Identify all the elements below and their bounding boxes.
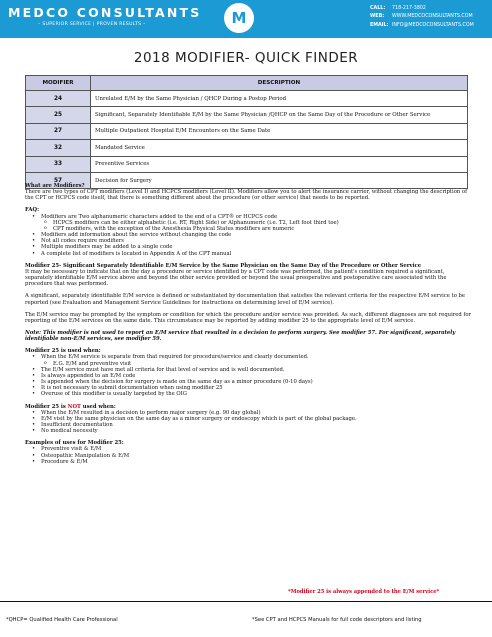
list-item: • When the E/M resulted in a decision to perform major surgery (e.g. 90 day global) xyxy=(25,410,473,416)
used-list xyxy=(25,354,473,397)
list-item: • A complete list of modifiers is located in Appendix A of the CPT manual xyxy=(25,251,473,257)
modifier-description: Decision for Surgery xyxy=(91,172,468,188)
contact-phone: CALL: 718-217-3802 xyxy=(370,6,426,11)
table-row xyxy=(26,156,468,172)
column-header-modifier: MODIFIER xyxy=(26,76,91,91)
list-item: • E/M visit by the same physician on the same day as a minor surgery or endoscopy which is part of the global package. xyxy=(25,416,473,422)
content-body xyxy=(25,183,473,465)
footer-divider xyxy=(0,601,492,602)
modifier-code: 32 xyxy=(26,140,91,156)
logo-letter: M xyxy=(231,9,247,27)
section-heading-what: What are Modifiers? xyxy=(25,183,85,189)
list-item: • Not all codes require modifiers xyxy=(25,238,473,244)
section-heading-mod25: Modifier 25- Significant Separately Identifiable E/M Service by the Same Physician on the Same Day of the Procedure or Other Service xyxy=(25,262,422,269)
modifier-description: Unrelated E/M by the Same Physician / QHCP During a Postop Period xyxy=(91,91,468,107)
modifier-code: 27 xyxy=(26,123,91,139)
list-item: • Osteopathic Manipulation & E/M xyxy=(25,453,473,459)
list-item: • Is appended when the decision for surgery is made on the same day as a minor procedure (0-10 days) xyxy=(25,379,473,385)
modifier-table xyxy=(25,75,468,189)
footer-qhcp-note: *QHCP= Qualified Health Care Professional xyxy=(6,617,118,623)
modifier-code: 33 xyxy=(26,156,91,172)
list-subitem: o CPT modifiers, with the exception of the Anesthesia Physical Status modifiers are numeric xyxy=(25,226,473,232)
brand-tagline: – SUPERIOR SERVICE | PROVEN RESULTS – xyxy=(38,22,146,27)
header-banner xyxy=(0,0,492,38)
list-item: • Preventive visit & E/M xyxy=(25,446,473,452)
mod25-paragraph: It may be necessary to indicate that on the day a procedure or service identified by a CPT code was performed, the patient's condition required a significant, separately identifiable E/M service above and beyond the other service provided or beyond the usual preoperative and postoperative care associated with the procedure that was performed. xyxy=(25,268,447,288)
modifier-description: Multiple Outpatient Hospital E/M Encounters on the Same Date xyxy=(91,123,468,139)
list-item: • When the E/M service is separate from that required for procedure/service and clearly documented. xyxy=(25,354,473,360)
list-subitem: o HCPCS modifiers can be either alphabetic (i.e. RT, Right Side) or Alphanumeric (i.e. T2, Left foot third toe) xyxy=(25,220,473,226)
not-emphasis: NOT xyxy=(67,403,81,410)
modifier-description: Preventive Services xyxy=(91,156,468,172)
section-heading-faq: FAQ: xyxy=(25,207,40,214)
section-heading-examples: Examples of uses for Modifier 25: xyxy=(25,440,124,447)
modifier-code: 25 xyxy=(26,107,91,123)
column-header-description: DESCRIPTION xyxy=(91,76,468,91)
examples-list xyxy=(25,446,473,464)
table-row xyxy=(26,140,468,156)
logo-icon xyxy=(224,3,254,33)
not-used-list xyxy=(25,410,473,435)
list-item: • Is always appended to an E/M code xyxy=(25,373,473,379)
footer-red-note: *Modifier 25 is always appended to the E/M service* xyxy=(288,589,440,595)
list-item: • No medical necessity xyxy=(25,428,473,434)
page-title: 2018 MODIFIER- QUICK FINDER xyxy=(133,50,359,66)
faq-list xyxy=(25,214,473,257)
list-item: • The E/M service must have met all criteria for that level of service and is well documented. xyxy=(25,367,473,373)
mod25-paragraph: The E/M service may be prompted by the symptom or condition for which the procedure and/or service was provided. As such, different diagnoses are not required for reporting of the E/M services on the same date. This circumstance may be reported by adding modifier 25 to the appropriate level of E/M service. xyxy=(25,311,472,324)
table-row xyxy=(26,107,468,123)
footer-manual-note: *See CPT and HCPCS Manuals for full code descriptors and listing xyxy=(252,617,422,623)
list-item: • Procedure & E/M xyxy=(25,459,473,465)
modifier-description: Mandated Service xyxy=(91,140,468,156)
modifier-code: 57 xyxy=(26,172,91,188)
list-item: • Modifiers add information about the service without changing the code xyxy=(25,232,473,238)
contact-web[interactable]: WEB: WWW.MEDCOCONSULTANTS.COM xyxy=(370,14,473,20)
section-heading-not-used: Modifier 25 is NOT used when: xyxy=(25,403,116,410)
contact-email[interactable]: EMAIL: INFO@MEDCOCONSULTANTS.COM xyxy=(370,22,474,28)
list-item: • Insufficient documentation xyxy=(25,422,473,428)
list-item: • Multiple modifiers may be added to a single code xyxy=(25,244,473,250)
contact-info xyxy=(370,5,474,30)
table-row xyxy=(26,123,468,139)
mod25-note: Note: This modifier is not used to report an E/M service that resulted in a decision to perform surgery. See modifier 57. For significant, separately identifiable non-E/M services, see modifier 59. xyxy=(25,329,456,343)
modifier-description: Significant, Separately Identifiable E/M by the Same Physician /QHCP on the Same Day of the Procedure or Other Service xyxy=(91,107,468,123)
table-header-row xyxy=(26,76,468,91)
table-row xyxy=(26,91,468,107)
brand-name: MEDCO CONSULTANTS xyxy=(8,5,202,20)
list-subitem: o E.G. E/M and preventive visit xyxy=(25,361,473,367)
modifier-code: 24 xyxy=(26,91,91,107)
mod25-paragraph: A significant, separately identifiable E/M service is defined or substantiated by documentation that satisfies the relevant criteria for the respective E/M service to be reported (see Evaluation and Management Service Guidelines for instructions on determining level of E/M service). xyxy=(25,293,465,306)
what-body: There are two types of CPT modifiers (Level I) and HCPCS modifiers (Level II). Modifiers allow you to alert the insurance carrier, without changing the description of the CPT or HCPCS code itself, that there is something different about the procedure (or other service) that needs to be reported. xyxy=(25,189,468,202)
list-item: • Modifiers are Two alphanumeric characters added to the end of a CPT® or HCPCS code xyxy=(25,214,473,220)
list-item: • It is not necessary to submit documentation when using modifier 25 xyxy=(25,385,473,391)
list-item: • Overuse of this modifier is usually targeted by the OIG xyxy=(25,391,473,397)
section-heading-used: Modifier 25 is used when: xyxy=(25,348,101,355)
